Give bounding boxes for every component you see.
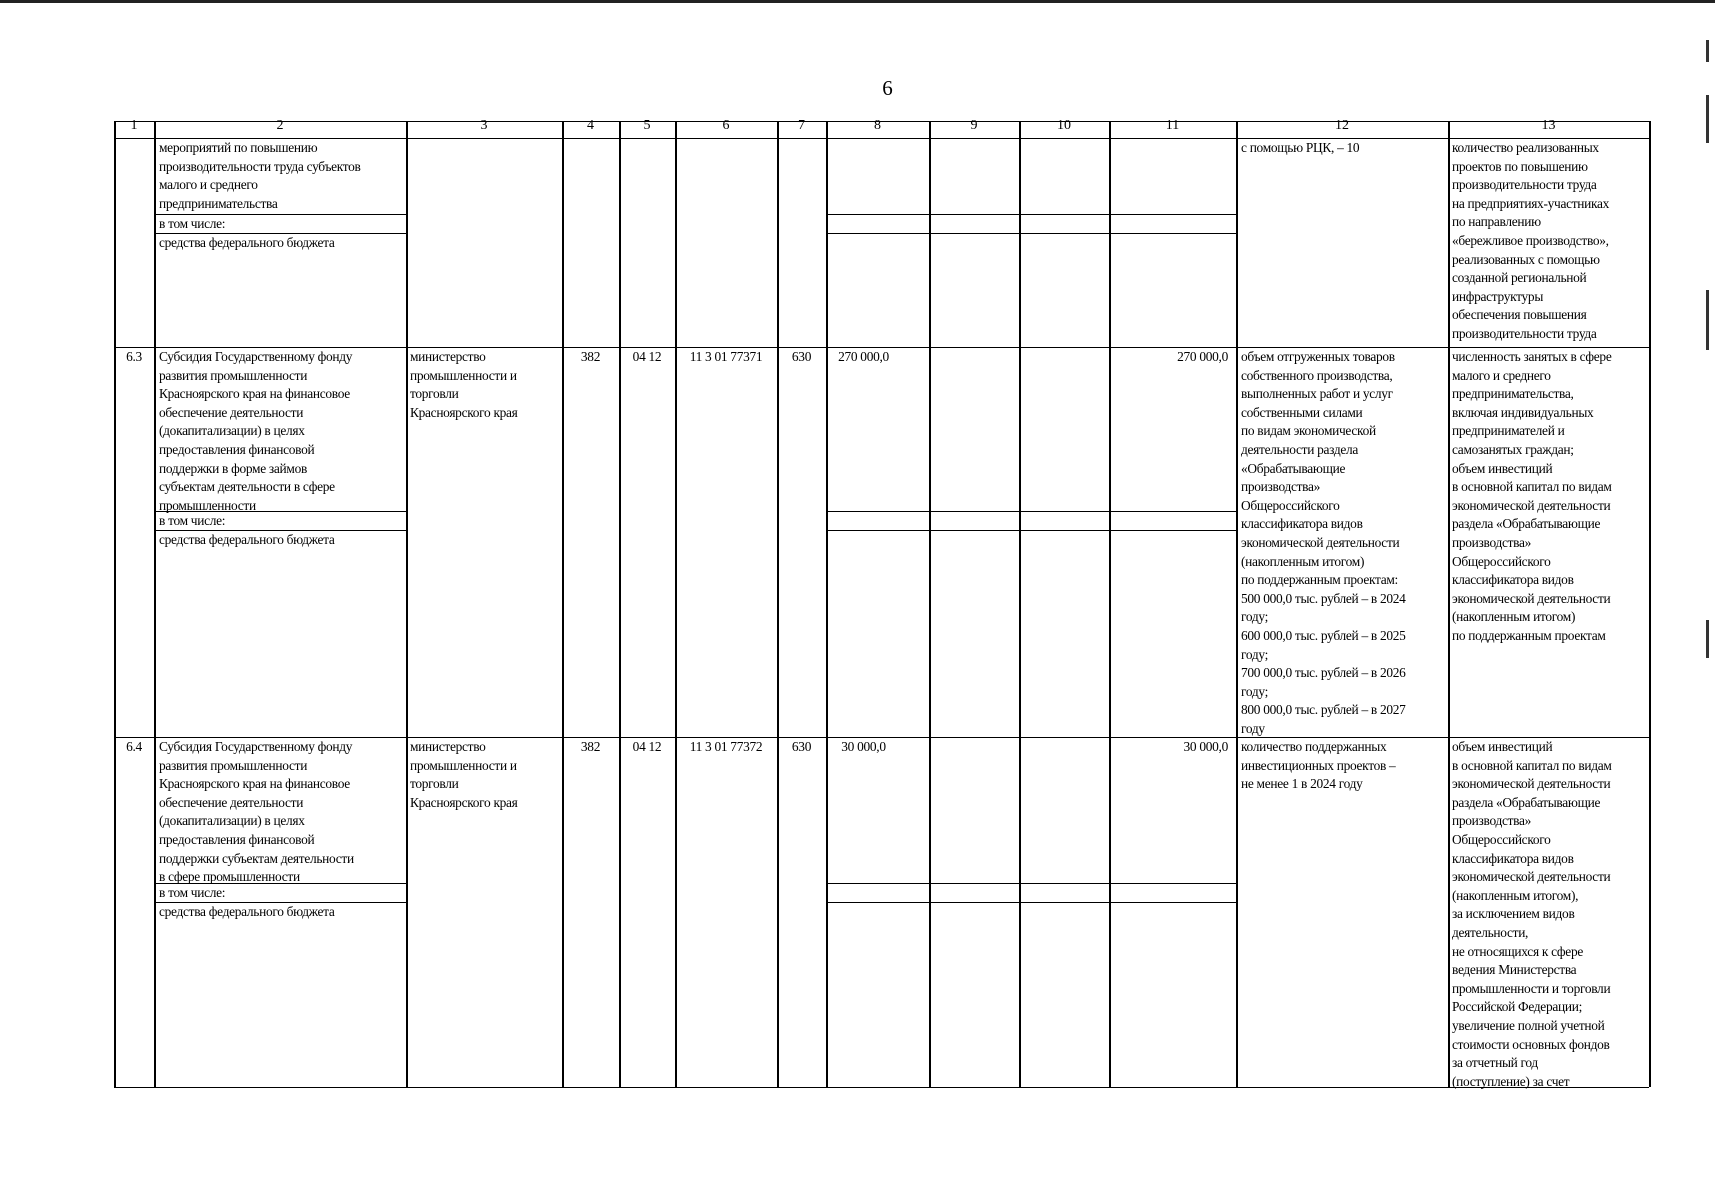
target-article-code: 11 3 01 77372 — [689, 739, 763, 754]
table-grid-line — [619, 121, 621, 1087]
scan-top-edge — [0, 0, 1715, 3]
activity-name-line: Субсидия Государственному фонду — [159, 349, 353, 364]
target-indicator-line: производства» — [1452, 813, 1532, 829]
administrator-line: Красноярского края — [410, 404, 518, 420]
scan-right-mark — [1706, 40, 1709, 62]
target-indicator-line: не относящихся к сфере — [1452, 943, 1583, 959]
activity-name-line: мероприятий по повышению — [159, 140, 318, 155]
column-header-13: 13 — [1541, 118, 1556, 133]
expected-result-line: «Обрабатывающие — [1241, 460, 1346, 476]
target-indicator-line: «бережливое производство», — [1452, 233, 1609, 248]
administrator-line: министерство — [410, 739, 486, 754]
expected-result-line: деятельности раздела — [1241, 442, 1359, 457]
table-grid-line — [826, 902, 1236, 903]
grbs-code: 382 — [580, 349, 601, 364]
expected-result-line: собственными силами — [1241, 404, 1363, 420]
target-indicator-line: (поступление) за счет — [1452, 1073, 1570, 1089]
expected-result-line: количество поддержанных — [1241, 739, 1387, 754]
activity-name-line: Красноярского края на финансовое — [159, 776, 350, 792]
column-header-4: 4 — [587, 118, 594, 133]
table-grid-line — [406, 121, 408, 1087]
target-indicator-line: Общероссийского — [1452, 553, 1551, 569]
activity-name-line: развития промышленности — [159, 367, 308, 383]
table-grid-line — [826, 883, 1236, 884]
activity-name-line: развития промышленности — [159, 757, 308, 773]
target-indicator-line: производительности труда — [1452, 326, 1597, 341]
table-grid-line — [114, 138, 1649, 139]
target-indicator-line: за исключением видов — [1452, 906, 1575, 922]
expected-result-line: году; — [1241, 683, 1269, 699]
target-indicator-line: производства» — [1452, 535, 1532, 550]
activity-name-line: поддержки субъектам деятельности — [159, 850, 354, 866]
target-indicator-line: производительности труда — [1452, 177, 1597, 193]
target-indicator-line: за отчетный год — [1452, 1055, 1538, 1071]
grbs-code: 382 — [580, 739, 601, 754]
target-indicator-line: экономической деятельности — [1452, 869, 1611, 885]
expected-result-line: собственного производства, — [1241, 367, 1393, 383]
scan-right-mark — [1706, 620, 1709, 658]
expected-result-line: объем отгруженных товаров — [1241, 349, 1395, 364]
table-grid-line — [675, 121, 677, 1087]
expected-result-line: году — [1241, 721, 1265, 736]
table-grid-line — [826, 511, 1236, 512]
target-indicator-line: экономической деятельности — [1452, 590, 1611, 606]
target-indicator-line: экономической деятельности — [1452, 776, 1611, 792]
target-indicator-line: раздела «Обрабатывающие — [1452, 516, 1601, 532]
activity-name-line: Субсидия Государственному фонду — [159, 739, 353, 754]
expected-result-line: с помощью РЦК, – 10 — [1241, 140, 1360, 155]
amount-2024: 30 000,0 — [841, 739, 886, 754]
administrator-line: Красноярского края — [410, 794, 518, 810]
administrator-line: промышленности и — [410, 367, 517, 383]
column-header-8: 8 — [874, 118, 881, 133]
activity-name-line: предпринимательства — [159, 195, 278, 211]
expected-result-line: 800 000,0 тыс. рублей – в 2027 — [1241, 702, 1406, 718]
expected-result-line: инвестиционных проектов – — [1241, 757, 1396, 773]
target-indicator-line: Общероссийского — [1452, 832, 1551, 847]
administrator-line: торговли — [410, 386, 459, 402]
column-header-5: 5 — [643, 118, 651, 133]
expected-result-line: 600 000,0 тыс. рублей – в 2025 — [1241, 628, 1406, 643]
table-grid-line — [1649, 121, 1651, 1087]
page-number: 6 — [882, 76, 893, 100]
expected-result-line: 500 000,0 тыс. рублей – в 2024 — [1241, 590, 1406, 606]
target-indicator-line: классификатора видов — [1452, 850, 1574, 866]
table-grid-line — [777, 121, 779, 1087]
activity-name-line: производительности труда субъектов — [159, 158, 361, 174]
target-indicator-line: классификатора видов — [1452, 572, 1574, 588]
activity-name-line: Красноярского края на финансовое — [159, 386, 350, 402]
target-indicator-line: по поддержанным проектам — [1452, 628, 1606, 643]
expected-result-line: по поддержанным проектам: — [1241, 572, 1398, 588]
target-indicator-line: реализованных с помощью — [1452, 251, 1600, 267]
target-indicator-line: стоимости основных фондов — [1452, 1036, 1610, 1052]
activity-name-line: (докапитализации) в целях — [159, 423, 305, 439]
activity-name-line: субъектам деятельности в сфере — [159, 479, 335, 495]
target-indicator-line: объем инвестиций — [1452, 460, 1553, 476]
target-indicator-line: численность занятых в сфере — [1452, 349, 1612, 364]
expense-type-code: 630 — [791, 349, 812, 364]
activity-name-line: предоставления финансовой — [159, 442, 315, 457]
target-indicator-line: экономической деятельности — [1452, 497, 1611, 513]
target-indicator-line: ведения Министерства — [1452, 962, 1577, 978]
table-grid-line — [562, 121, 564, 1087]
including-label: в том числе: — [159, 513, 226, 528]
target-indicator-line: промышленности и торговли — [1452, 980, 1611, 996]
target-indicator-line: самозанятых граждан; — [1452, 442, 1574, 457]
activity-name-line: (докапитализации) в целях — [159, 813, 305, 829]
federal-budget-label: средства федерального бюджета — [159, 532, 335, 547]
column-header-10: 10 — [1057, 118, 1071, 133]
target-article-code: 11 3 01 77371 — [689, 349, 763, 364]
expected-result-line: 700 000,0 тыс. рублей – в 2026 — [1241, 665, 1406, 681]
table-grid-line — [154, 121, 156, 1087]
section-code: 04 12 — [632, 349, 662, 364]
target-indicator-line: (накопленным итогом), — [1452, 887, 1579, 903]
table-grid-line — [1236, 121, 1238, 1087]
target-indicator-line: Российской Федерации; — [1452, 999, 1582, 1015]
column-header-3: 3 — [480, 118, 488, 133]
expected-result-line: не менее 1 в 2024 году — [1241, 776, 1363, 792]
expected-result-line: году; — [1241, 609, 1269, 625]
column-header-12: 12 — [1335, 118, 1349, 133]
target-indicator-line: раздела «Обрабатывающие — [1452, 794, 1601, 810]
column-header-7: 7 — [798, 118, 805, 133]
table-grid-line — [1448, 121, 1450, 1087]
row-number: 6.4 — [126, 739, 142, 754]
table-grid-line — [1109, 121, 1111, 1087]
table-grid-line — [114, 1087, 1649, 1088]
expected-result-line: году; — [1241, 646, 1269, 662]
column-header-6: 6 — [722, 118, 730, 133]
column-header-11: 11 — [1165, 118, 1180, 133]
target-indicator-line: по направлению — [1452, 214, 1541, 230]
federal-budget-label: средства федерального бюджета — [159, 235, 335, 250]
target-indicator-line: инфраструктуры — [1452, 288, 1544, 304]
table-grid-line — [1019, 121, 1021, 1087]
column-header-2: 2 — [276, 118, 284, 133]
activity-name-line: обеспечение деятельности — [159, 794, 304, 810]
including-label: в том числе: — [159, 216, 226, 231]
administrator-line: торговли — [410, 776, 459, 792]
expected-result-line: по видам экономической — [1241, 423, 1376, 439]
row-number: 6.3 — [126, 349, 142, 364]
table-grid-line — [114, 121, 116, 1087]
table-grid-line — [929, 121, 931, 1087]
target-indicator-line: деятельности, — [1452, 925, 1529, 940]
including-label: в том числе: — [159, 885, 226, 900]
target-indicator-line: включая индивидуальных — [1452, 404, 1594, 420]
target-indicator-line: созданной региональной — [1452, 270, 1587, 286]
target-indicator-line: увеличение полной учетной — [1452, 1018, 1605, 1033]
administrator-line: министерство — [410, 349, 486, 364]
amount-period-total: 30 000,0 — [1183, 739, 1228, 754]
column-header-9: 9 — [970, 118, 978, 133]
expected-result-line: производства» — [1241, 479, 1321, 495]
expected-result-line: классификатора видов — [1241, 516, 1363, 532]
amount-2024: 270 000,0 — [838, 349, 889, 364]
target-indicator-line: в основной капитал по видам — [1452, 479, 1612, 495]
activity-name-line: малого и среднего — [159, 177, 258, 193]
activity-name-line: поддержки в форме займов — [159, 460, 308, 476]
target-indicator-line: предпринимателей и — [1452, 423, 1565, 439]
target-indicator-line: (накопленным итогом) — [1452, 609, 1576, 625]
target-indicator-line: малого и среднего — [1452, 367, 1551, 383]
administrator-line: промышленности и — [410, 757, 517, 773]
scan-right-mark — [1706, 95, 1709, 143]
section-code: 04 12 — [632, 739, 662, 754]
expected-result-line: экономической деятельности — [1241, 535, 1400, 550]
activity-name-line: предоставления финансовой — [159, 832, 315, 847]
column-header-1: 1 — [130, 118, 138, 133]
target-indicator-line: объем инвестиций — [1452, 739, 1553, 754]
expected-result-line: выполненных работ и услуг — [1241, 386, 1393, 402]
amount-period-total: 270 000,0 — [1177, 349, 1228, 364]
expected-result-line: Общероссийского — [1241, 497, 1340, 513]
target-indicator-line: в основной капитал по видам — [1452, 757, 1612, 773]
table-grid-line — [826, 233, 1236, 234]
target-indicator-line: предпринимательства, — [1452, 386, 1574, 402]
scan-right-mark — [1706, 290, 1709, 350]
target-indicator-line: обеспечения повышения — [1452, 307, 1587, 323]
target-indicator-line: количество реализованных — [1452, 140, 1599, 155]
expected-result-line: (накопленным итогом) — [1241, 553, 1365, 569]
target-indicator-line: проектов по повышению — [1452, 158, 1588, 174]
target-indicator-line: на предприятиях-участниках — [1452, 195, 1610, 211]
federal-budget-label: средства федерального бюджета — [159, 904, 335, 919]
table-grid-line — [826, 121, 828, 1087]
activity-name-line: обеспечение деятельности — [159, 404, 304, 420]
activity-name-line: в сфере промышленности — [159, 869, 300, 885]
table-grid-line — [826, 530, 1236, 531]
activity-name-line: промышленности — [159, 497, 256, 513]
table-grid-line — [826, 214, 1236, 215]
expense-type-code: 630 — [791, 739, 812, 754]
